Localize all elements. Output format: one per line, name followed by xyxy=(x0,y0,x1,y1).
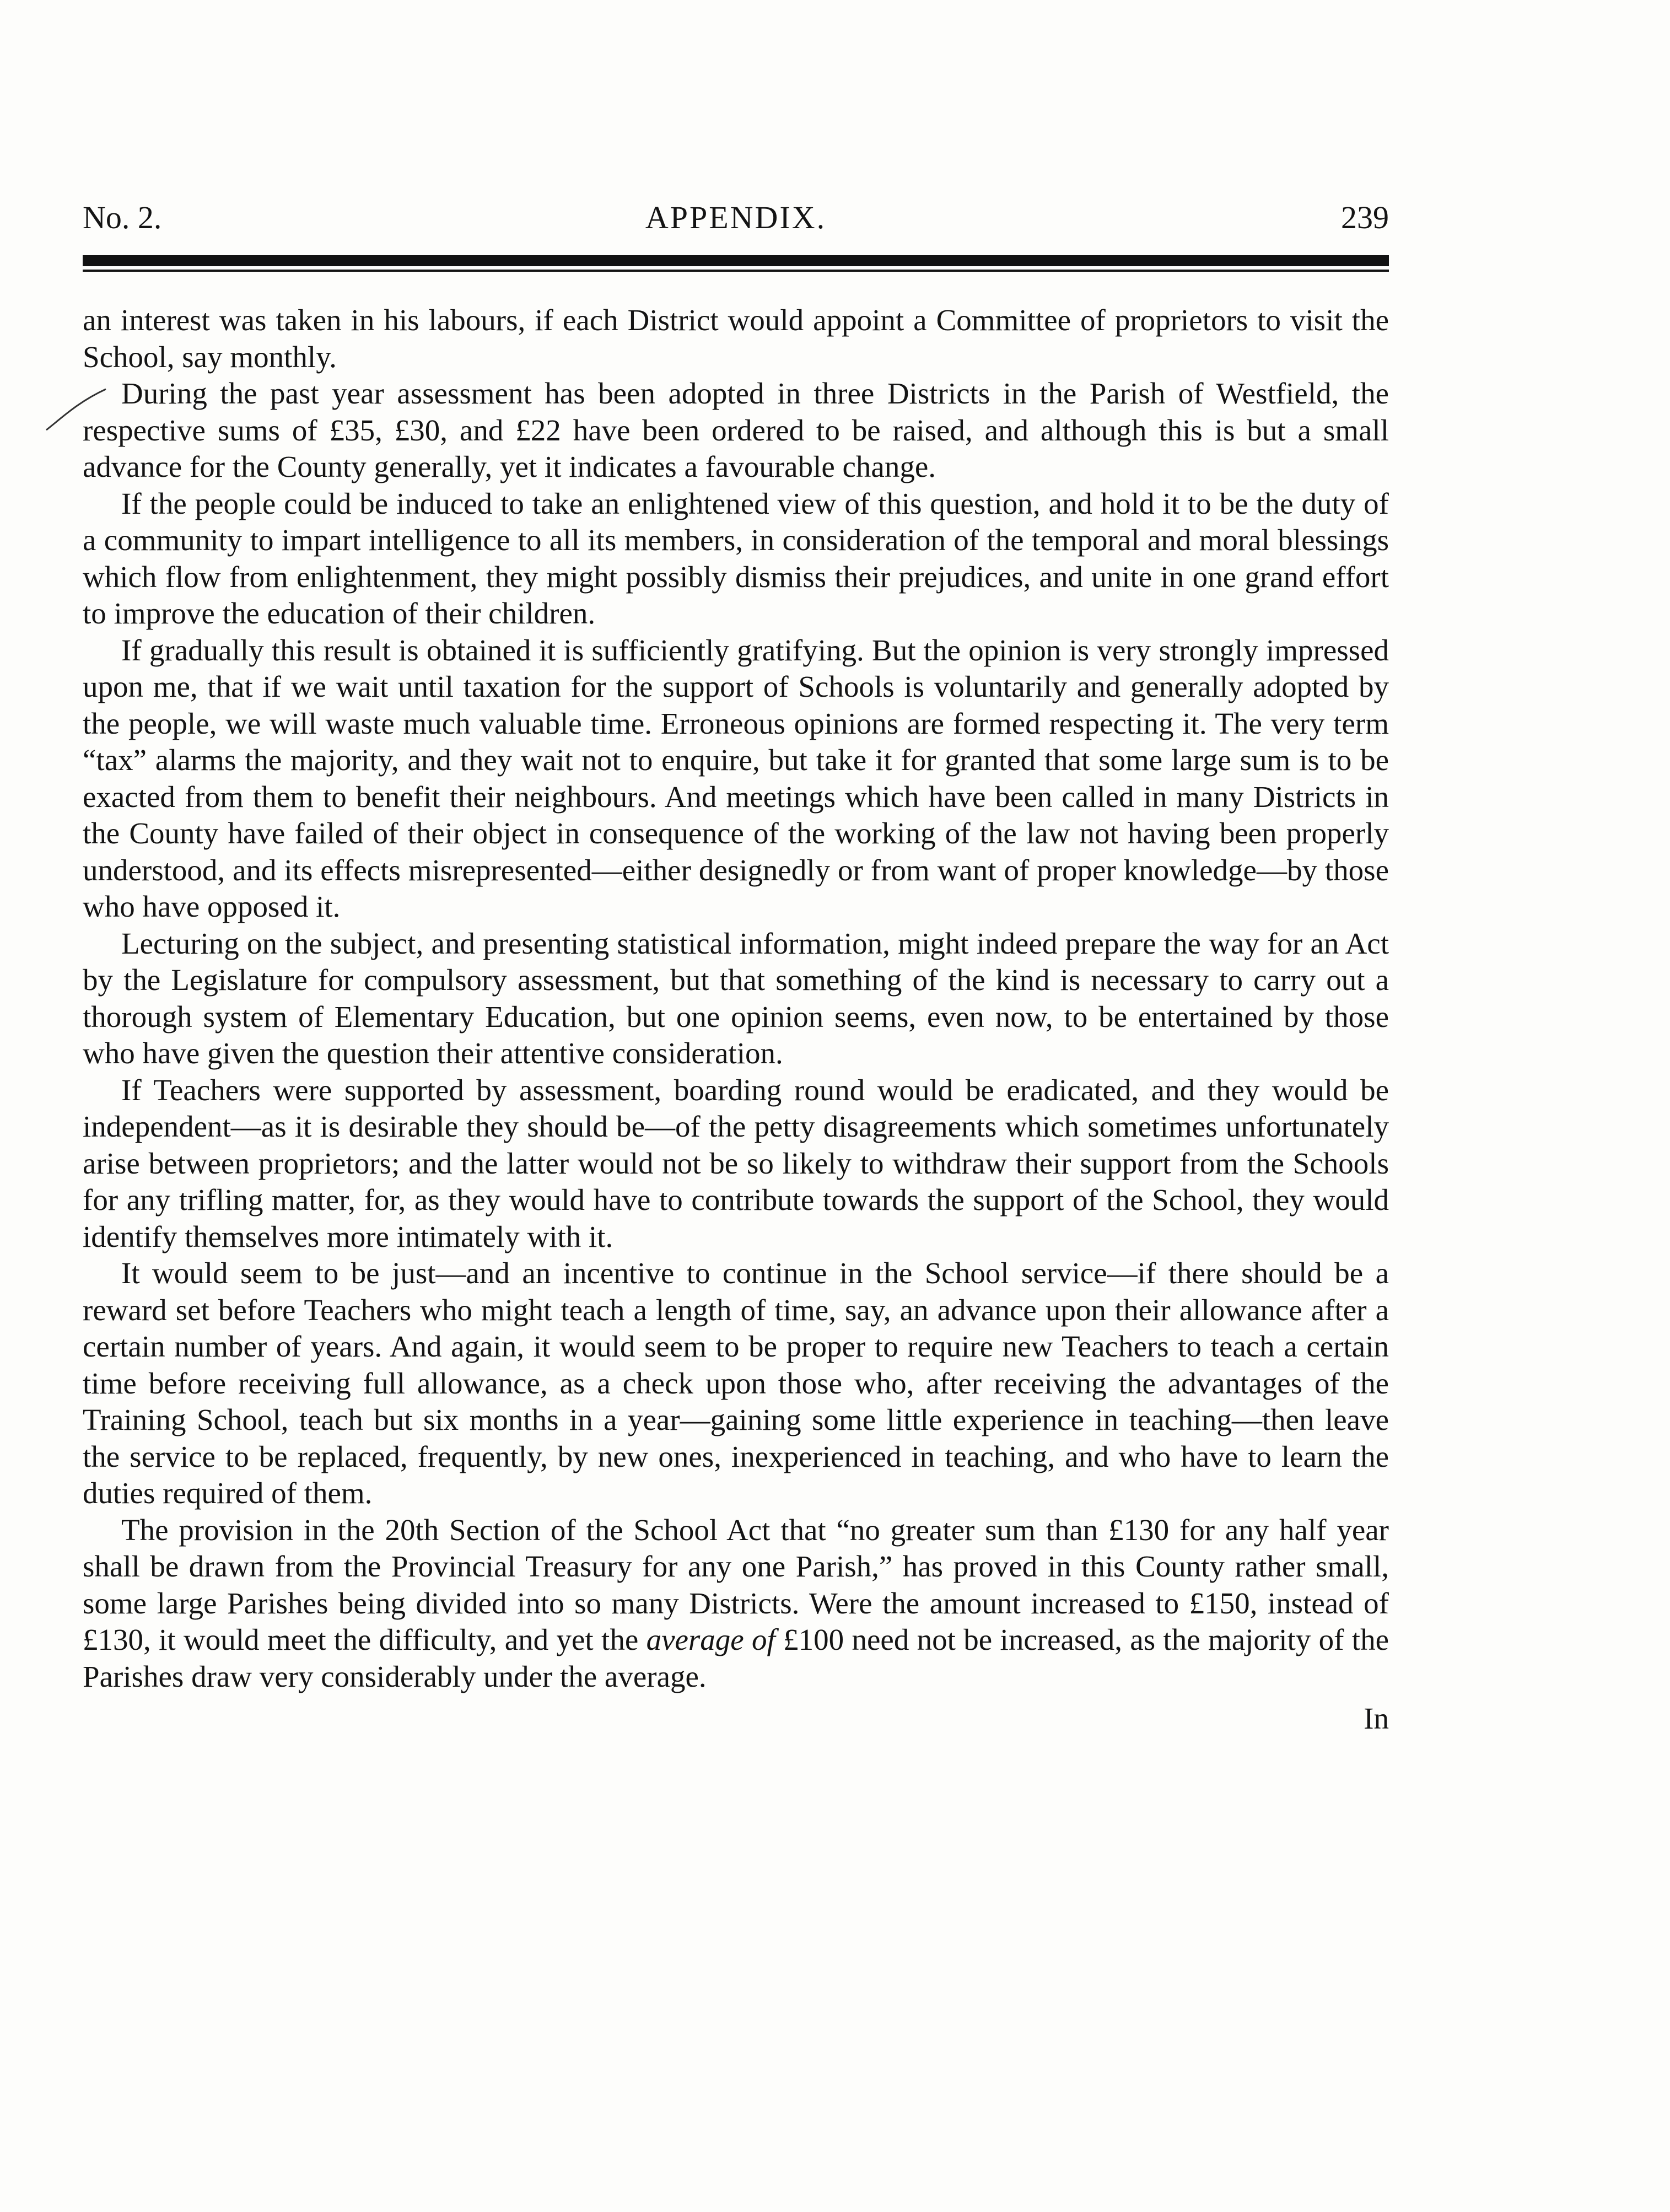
paragraph-taxation: If gradually this result is obtained it is sufficiently gratifying. But the opinion is very strongly impressed upon me, that if we wait until taxation for the support of Schools is voluntarily and generally adopted by the people, we will waste much valuable time. Erroneous opinions are formed respecting it. The very term “tax” alarms the majority, and they wait not to enquire, but take it for granted that some large sum is to be exacted from them to benefit their neighbours. And meetings which have been called in many Districts in the County have failed of their object in consequence of the working of the law not having been properly understood, and its effects misrepresented—either designedly or from want of proper knowledge—by those who have opposed it. xyxy=(83,633,1389,923)
paragraph-assessment: If Teachers were supported by assessment, boarding round would be eradicated, and they would be independent—as it is desirable they should be—of the petty disagreements which sometimes unfortunately arise between proprietors; and the latter would not be so likely to withdraw their support from the Schools for any trifling matter, for, as they would have to contribute towards the support of the School, they would identify themselves more intimately with it. xyxy=(83,1073,1389,1253)
paragraph-enlightened-view: If the people could be induced to take an enlightened view of this question, and hold it to be the duty of a community to impart intelligence to all its members, in consideration of the temporal and moral blessings which flow from enlightenment, they might possibly dismiss their prejudices, and unite in one grand effort to improve the education of their children. xyxy=(83,486,1389,630)
header-title: APPENDIX. xyxy=(645,200,827,235)
provision-text-italic: average of xyxy=(646,1623,775,1656)
running-header xyxy=(83,196,1389,240)
paragraph-westfield: During the past year assessment has been adopted in three Districts in the Parish of Westfield, the respective sums of £35, £30, and £22 have been ordered to be raised, and although this is but a small advance for the County generally, yet it indicates a favourable change. xyxy=(83,376,1389,483)
catchword-line xyxy=(83,1700,1389,1737)
header-rule-thick xyxy=(83,255,1389,266)
catchword: In xyxy=(1364,1702,1389,1735)
header-number: No. 2. xyxy=(83,200,162,235)
paragraph-lecturing: Lecturing on the subject, and presenting statistical information, might indeed prepare the way for an Act by the Legislature for compulsory assessment, but that something of the kind is necessary to carry out a thorough system of Elementary Education, but one opinion seems, even now, to be entertained by those who have given the question their attentive consideration. xyxy=(83,926,1389,1070)
paragraph-provision xyxy=(83,1512,1389,1696)
paragraph-continued: an interest was taken in his labours, if each District would appoint a Committee of proprietors to visit the School, say monthly. xyxy=(83,303,1389,374)
paragraph-reward: It would seem to be just—and an incentive to continue in the School service—if there should be a reward set before Teachers who might teach a length of time, say, an advance upon their allowance after a certain number of years. And again, it would seem to be proper to require new Teachers to teach a certain time before receiving full allowance, as a check upon those who, after receiving the advantages of the Training School, teach but six months in a year—gaining some little experience in teaching—then leave the service to be replaced, frequently, by new ones, inexperienced in teaching, and who have to learn the duties required of them. xyxy=(83,1256,1389,1510)
provision-text-before: The provision in the 20th Section of the School Act that “no greater sum than £130 for any half year shall be drawn from the Provincial Treasury for any one Parish,” has proved in this County rather small, some large Parishes being divided into so many Districts. Were the amount increased to £150, instead of £130, it would meet the difficulty, and yet the xyxy=(83,1513,1389,1656)
body-text xyxy=(83,302,1389,1737)
page-number: 239 xyxy=(1341,200,1389,235)
provision-text-after: £100 need not be increased, as the majority of the Parishes draw very considerably under the average. xyxy=(83,1623,1389,1693)
header-rule-thin xyxy=(83,270,1389,272)
